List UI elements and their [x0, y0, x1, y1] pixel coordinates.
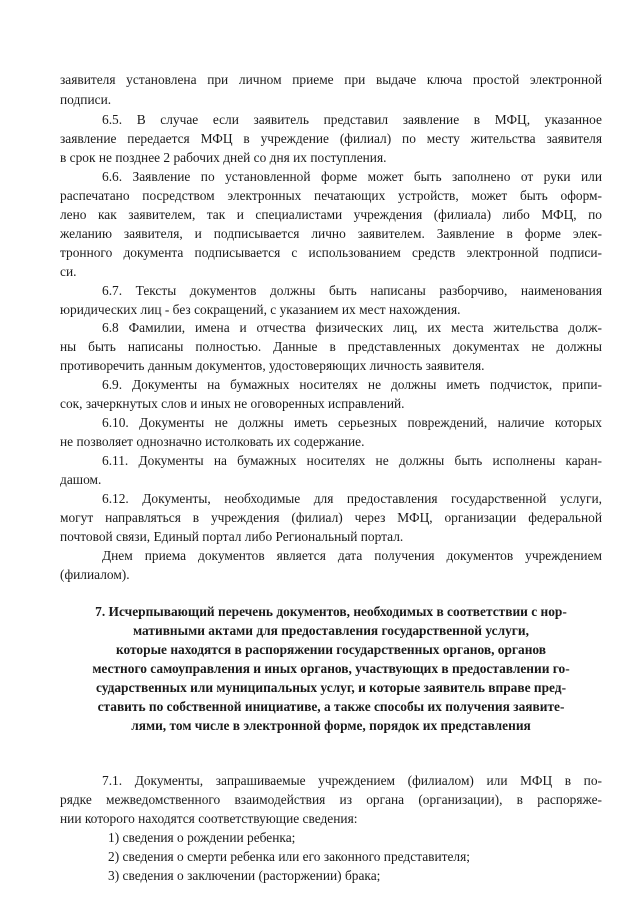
text-line: 6.8 Фамилии, имена и отчества физических лиц, их места жительства долж-	[102, 320, 602, 335]
text-line: в срок не позднее 2 рабочих дней со дня их поступления.	[60, 150, 387, 165]
section-heading-line: которые находятся в распоряжении государственных органов, органов	[115, 642, 547, 657]
section-heading-line: ставить по собственной инициативе, а также способы их получения заявите-	[97, 699, 565, 714]
text-line: си.	[60, 264, 77, 279]
text-line: рядке межведомственного взаимодействия из органа (организации), в распоряже-	[60, 792, 602, 807]
list-item: 3) сведения о заключении (расторжении) брака;	[108, 868, 381, 883]
text-line: 6.9. Документы на бумажных носителях не должны иметь подчисток, припи-	[102, 377, 602, 392]
text-line: Днем приема документов является дата получения документов учреждением	[102, 548, 602, 563]
text-line: не позволяет однозначно истолковать их содержание.	[60, 434, 365, 449]
list-item: 1) сведения о рождении ребенка;	[108, 830, 296, 845]
text-line: подписи.	[60, 92, 112, 107]
section-heading-line: мативными актами для предоставления государственной услуги,	[133, 623, 529, 638]
text-line: 6.5. В случае если заявитель представил заявление в МФЦ, указанное	[102, 112, 602, 127]
text-line: могут направляться в учреждения (филиал) через МФЦ, организации федеральной	[60, 510, 602, 525]
text-line: почтовой связи, Единый портал либо Региональный портал.	[60, 529, 404, 544]
text-line: распечатано посредством электронных печатающих устройств, может быть оформ-	[60, 188, 602, 203]
text-line: нии которого находятся соответствующие сведения:	[60, 811, 358, 826]
section-heading-line: 7. Исчерпывающий перечень документов, необходимых в соответствии с нор-	[95, 604, 567, 619]
text-line: 7.1. Документы, запрашиваемые учреждением (филиалом) или МФЦ в по-	[102, 773, 602, 788]
text-line: желанию заявителя, и подписывается лично заявителем. Заявление в форме элек-	[60, 226, 602, 241]
text-line: заявителя установлена при личном приеме при выдаче ключа простой электронной	[60, 72, 602, 87]
section-heading-line: сударственных или муниципальных услуг, и которые заявитель вправе пред-	[95, 680, 567, 695]
text-line: сок, зачеркнутых слов и иных не оговоренных исправлений.	[60, 396, 405, 411]
text-line: ны быть написаны полностью. Данные в представленных документах не должны	[60, 339, 602, 354]
text-line: противоречить данным документов, удостоверяющих личность заявителя.	[60, 358, 485, 373]
text-line: 6.6. Заявление по установленной форме может быть заполнено от руки или	[102, 169, 602, 184]
text-line: юридических лиц - без сокращений, с указанием их мест нахождения.	[60, 302, 461, 317]
text-line: 6.12. Документы, необходимые для предоставления государственной услуги,	[102, 491, 602, 506]
text-line: дашом.	[60, 472, 102, 487]
text-line: 6.7. Тексты документов должны быть написаны разборчиво, наименования	[102, 283, 602, 298]
section-heading-line: местного самоуправления и иных органов, участвующих в предоставлении го-	[92, 661, 570, 676]
text-line: заявление передается МФЦ в учреждение (филиал) по месту жительства заявителя	[60, 131, 602, 146]
text-line: 6.10. Документы не должны иметь серьезных повреждений, наличие которых	[102, 415, 602, 430]
section-heading-line: лями, том числе в электронной форме, порядок их представления	[131, 718, 531, 733]
text-line: 6.11. Документы на бумажных носителях не должны быть исполнены каран-	[102, 453, 602, 468]
text-line: тронного документа подписывается с использованием средств электронной подписи-	[60, 245, 602, 260]
list-item: 2) сведения о смерти ребенка или его законного представителя;	[108, 849, 470, 864]
text-line: (филиалом).	[60, 567, 130, 582]
text-line: лено как заявителем, так и специалистами учреждения (филиала) либо МФЦ, по	[60, 207, 602, 222]
